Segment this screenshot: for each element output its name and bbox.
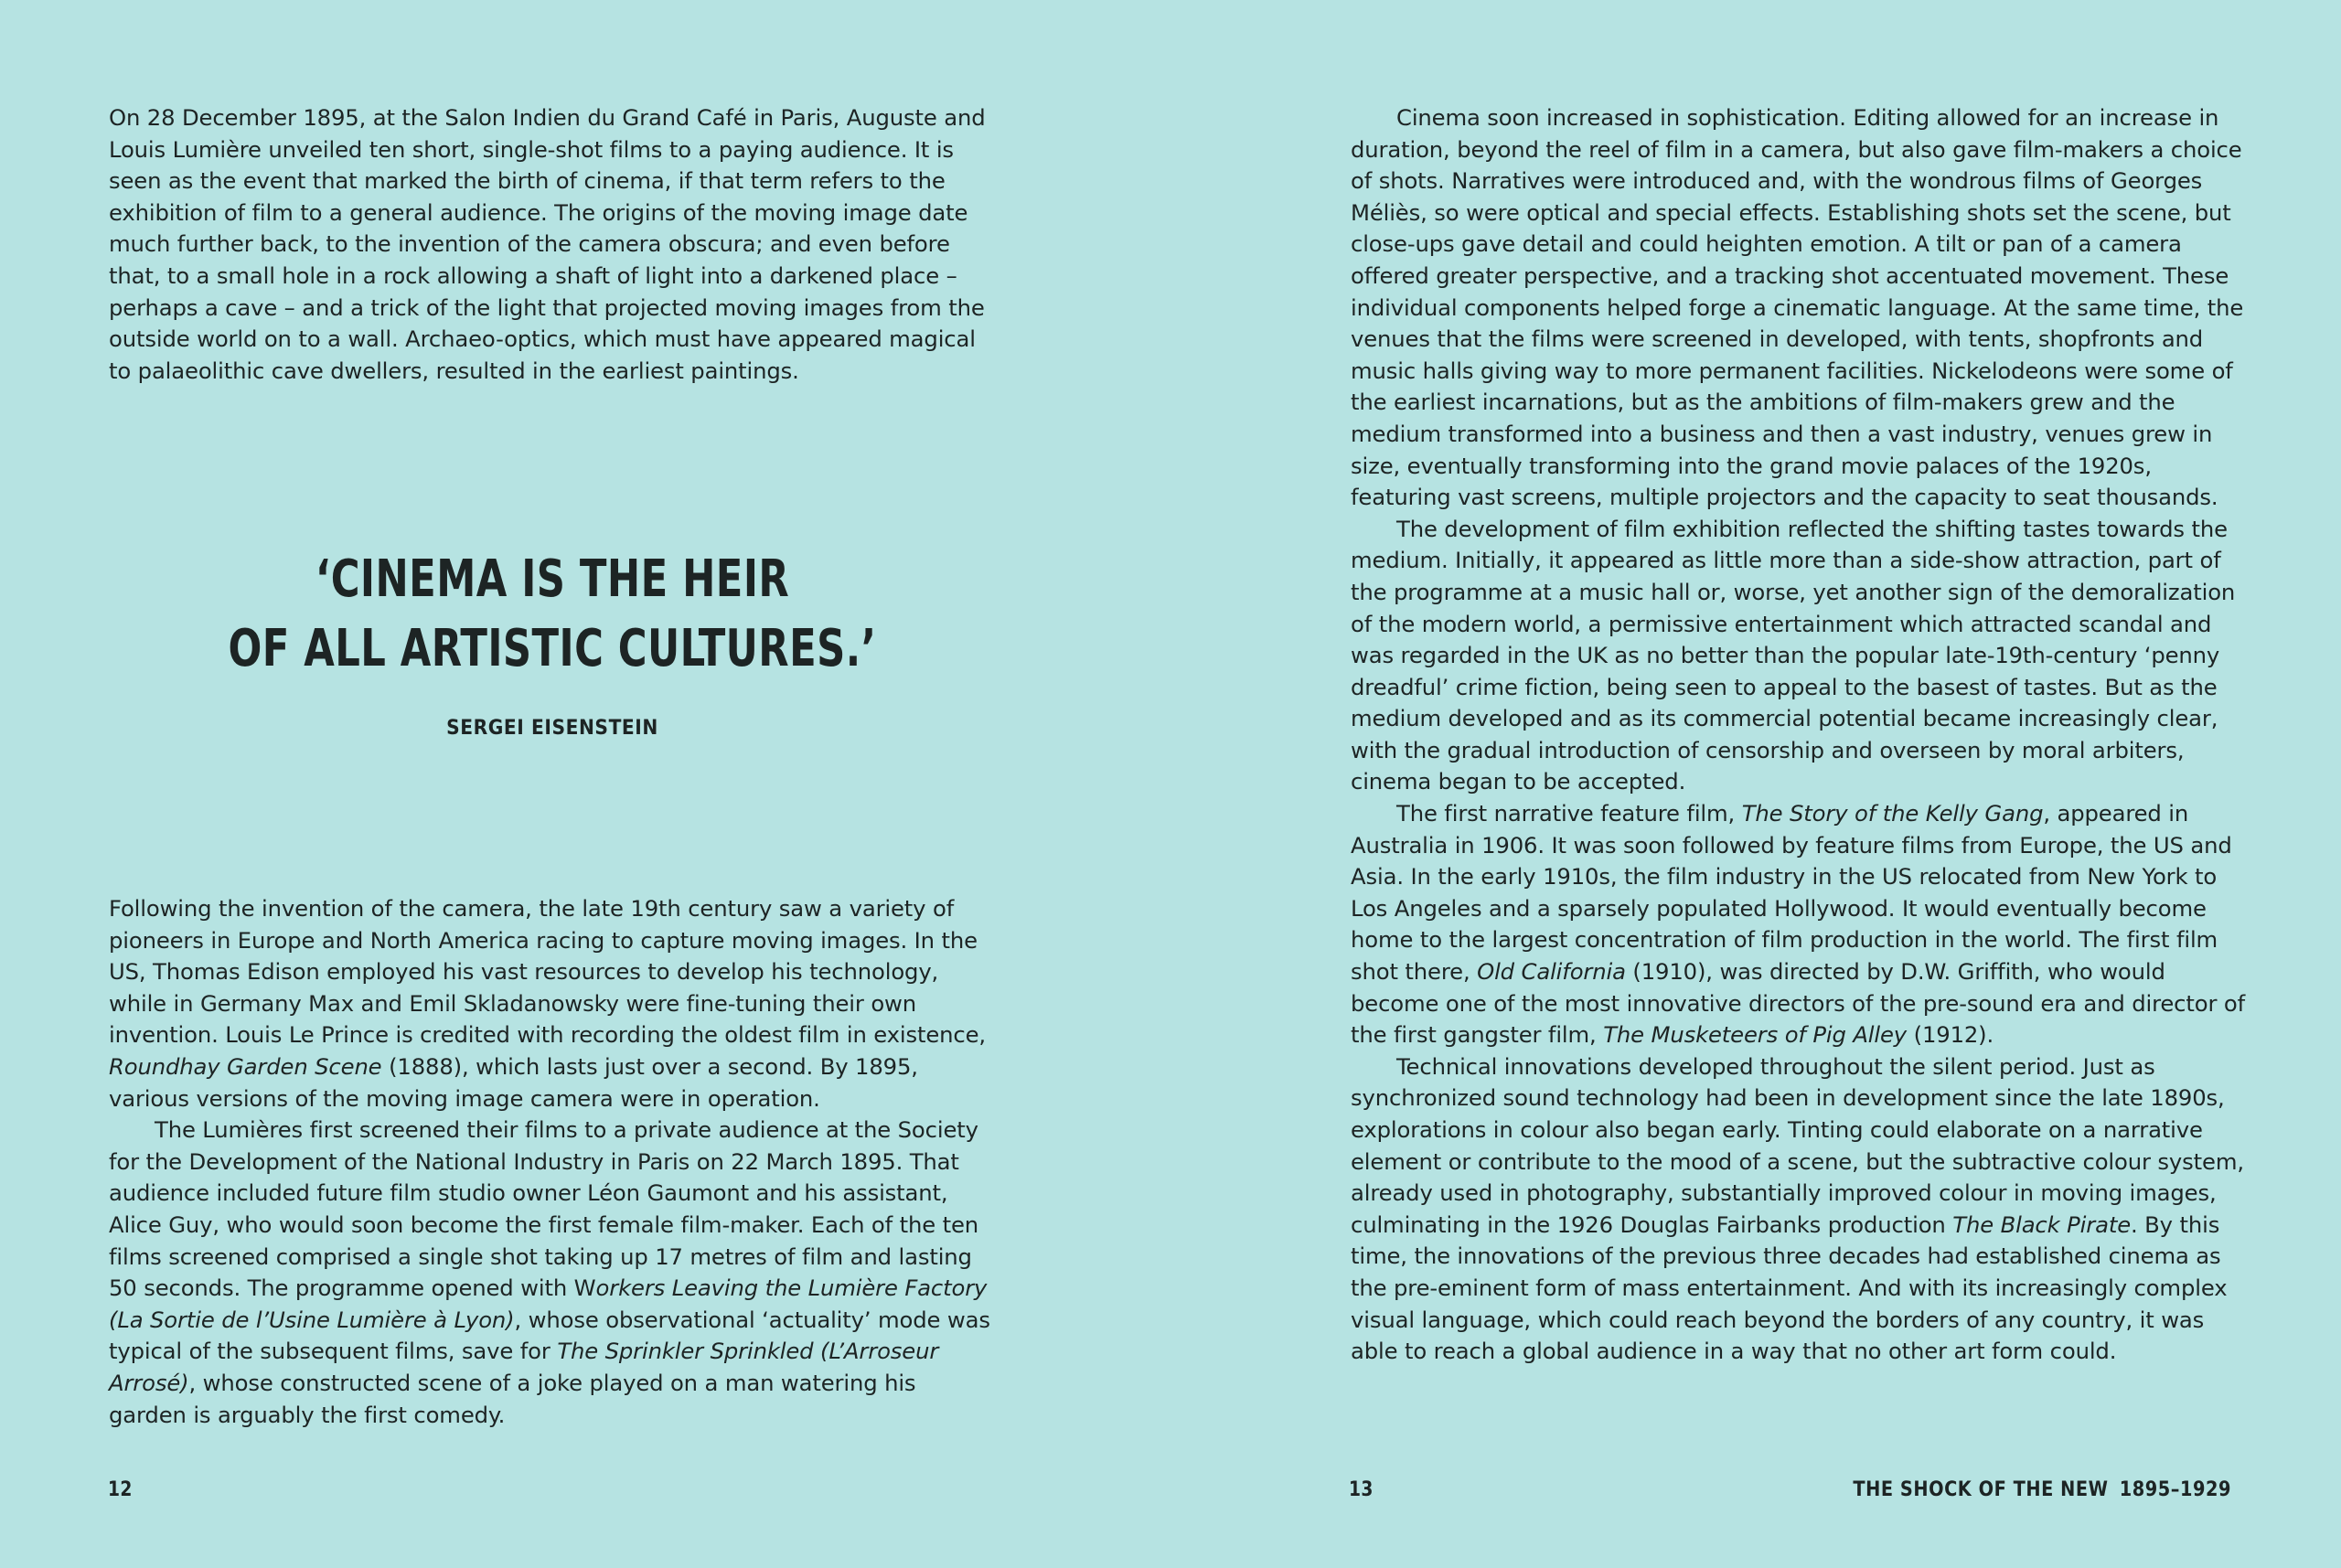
text-run: (1910), was directed by D.W. Griffith, who would become one of the most innovative directors of the pre-sound era and director of the first gangster film, <box>1351 958 2246 1049</box>
running-head <box>1853 1478 2231 1501</box>
text-run: , whose observational ‘actuality’ mode was typical of the subsequent films, save for <box>109 1306 990 1365</box>
body-paragraph: Cinema soon increased in sophistication. Editing allowed for an increase in duration, beyond the reel of film in a camera, but also gave film-makers a choice of shots. Narratives were introduced and, with the wondrous films of Georges Méliès, so were optical and special effects. Establishing shots set the scene, but close-ups gave detail and could heighten emotion. A tilt or pan of a camera offered greater perspective, and a tracking shot accentuated movement. These individual components helped forge a cinematic language. At the same time, the venues that the films were screened in developed, with tents, shopfronts and music halls giving way to more permanent facilities. Nickelodeons were some of the earliest incarnations, but as the ambitions of film-makers grew and the medium transformed into a business and then a vast industry, venues grew in size, eventually transforming into the grand movie palaces of the 1920s, featuring vast screens, multiple projectors and the capacity to seat thousands. <box>1351 104 2244 511</box>
text-run: . By this time, the innovations of the previous three decades had established cinema as the pre-eminent form of mass entertainment. And with its increasingly complex visual language, which could reach beyond the borders of any country, it was able to reach a global audience in a way that no other art form could. <box>1351 1211 2228 1365</box>
film-title: The Musketeers of Pig Alley <box>1603 1021 1908 1049</box>
film-title: The Black Pirate <box>1952 1211 2131 1238</box>
left-body-text-block <box>109 893 996 1431</box>
pull-quote-line-1: ‘CINEMA IS THE HEIR <box>315 549 790 609</box>
text-run: (1888), which lasts just over a second. By 1895, various versions of the moving image camera were in operation. <box>109 1052 918 1112</box>
page-number-right: 13 <box>1349 1478 1374 1501</box>
running-head-title: THE SHOCK OF THE NEW <box>1853 1478 2109 1501</box>
pull-quote <box>171 545 934 684</box>
film-title: orkers Leaving the Lumière Factory (La Sortie de l’Usine Lumière à Lyon) <box>109 1275 988 1333</box>
left-page <box>0 0 1170 1568</box>
body-paragraph <box>1351 1051 2245 1368</box>
page-number-left: 12 <box>108 1478 133 1501</box>
text-run: , appeared in Australia in 1906. It was soon followed by feature films from Europe, the US and Asia. In the early 1910s, the film industry in the US relocated from New York to Los Angeles and a sparsely populated Hollywood. It would eventually become home to the largest concentration of film production in the world. The first film shot there, <box>1351 800 2232 986</box>
film-title: The Story of the Kelly Gang <box>1741 800 2044 827</box>
text-run: The Lumières first screened their films to a private audience at the Society for the Development of the National Industry in Paris on 22 March 1895. That audience included future film studio owner Léon Gaumont and his assistant, Alice Guy, who would soon become the first female film-maker. Each of the ten films screened comprised a single shot taking up 17 metres of film and lasting 50 seconds. The programme opened with W <box>109 1116 979 1302</box>
text-run: The first narrative feature film, <box>1396 800 1742 827</box>
running-head-dates: 1895–1929 <box>2119 1478 2231 1501</box>
pull-quote-line-2: OF ALL ARTISTIC CULTURES.’ <box>228 619 877 678</box>
film-title: Old California <box>1477 958 1626 986</box>
right-body-text-block <box>1351 102 2245 1368</box>
text-run: Following the invention of the camera, the late 19th century saw a variety of pioneers in Europe and North America racing to capture moving images. In the US, Thomas Edison employed his vast resources to develop his technology, while in Germany Max and Emil Skladanowsky were fine-tuning their own invention. Louis Le Prince is credited with recording the oldest film in existence, <box>109 895 986 1049</box>
text-run: , whose constructed scene of a joke played on a man watering his garden is arguably the first comedy. <box>109 1369 916 1428</box>
pull-quote-author: SERGEI EISENSTEIN <box>446 717 658 740</box>
body-paragraph <box>1351 798 2245 1051</box>
film-title: The Sprinkler Sprinkled (L’Arroseur Arrosé) <box>109 1338 939 1396</box>
intro-text-block <box>109 102 996 387</box>
body-paragraph <box>109 1115 996 1431</box>
intro-paragraph: On 28 December 1895, at the Salon Indien du Grand Café in Paris, Auguste and Louis Lumière unveiled ten short, single-shot films to a paying audience. It is seen as the event that marked the birth of cinema, if that term refers to the exhibition of film to a general audience. The origins of the moving image date much further back, to the invention of the camera obscura; and even before that, to a small hole in a rock allowing a shaft of light into a darkened place – perhaps a cave – and a trick of the light that projected moving images from the outside world on to a wall. Archaeo-optics, which must have appeared magical to palaeolithic cave dwellers, resulted in the earliest paintings. <box>109 104 986 384</box>
body-paragraph: The development of film exhibition reflected the shifting tastes towards the medium. Initially, it appeared as little more than a side-show attraction, part of the programme at a music hall or, worse, yet another sign of the demoralization of the modern world, a permissive entertainment which attracted scandal and was regarded in the UK as no better than the popular late-19th-century ‘penny dreadful’ crime fiction, being seen to appeal to the basest of tastes. But as the medium developed and as its commercial potential became increasingly clear, with the gradual introduction of censorship and overseen by moral arbiters, cinema began to be accepted. <box>1351 515 2236 795</box>
text-run: (1912). <box>1907 1021 1994 1049</box>
right-page <box>1170 0 2341 1568</box>
film-title: Roundhay Garden Scene <box>109 1052 382 1080</box>
body-paragraph <box>109 893 996 1115</box>
text-run: Technical innovations developed throughout the silent period. Just as synchronized sound technology had been in development since the late 1890s, explorations in colour also began early. Tinting could elaborate on a narrative element or contribute to the mood of a scene, but the subtractive colour system, already used in photography, substantially improved colour in moving images, culminating in the 1926 Douglas Fairbanks production <box>1351 1052 2244 1238</box>
